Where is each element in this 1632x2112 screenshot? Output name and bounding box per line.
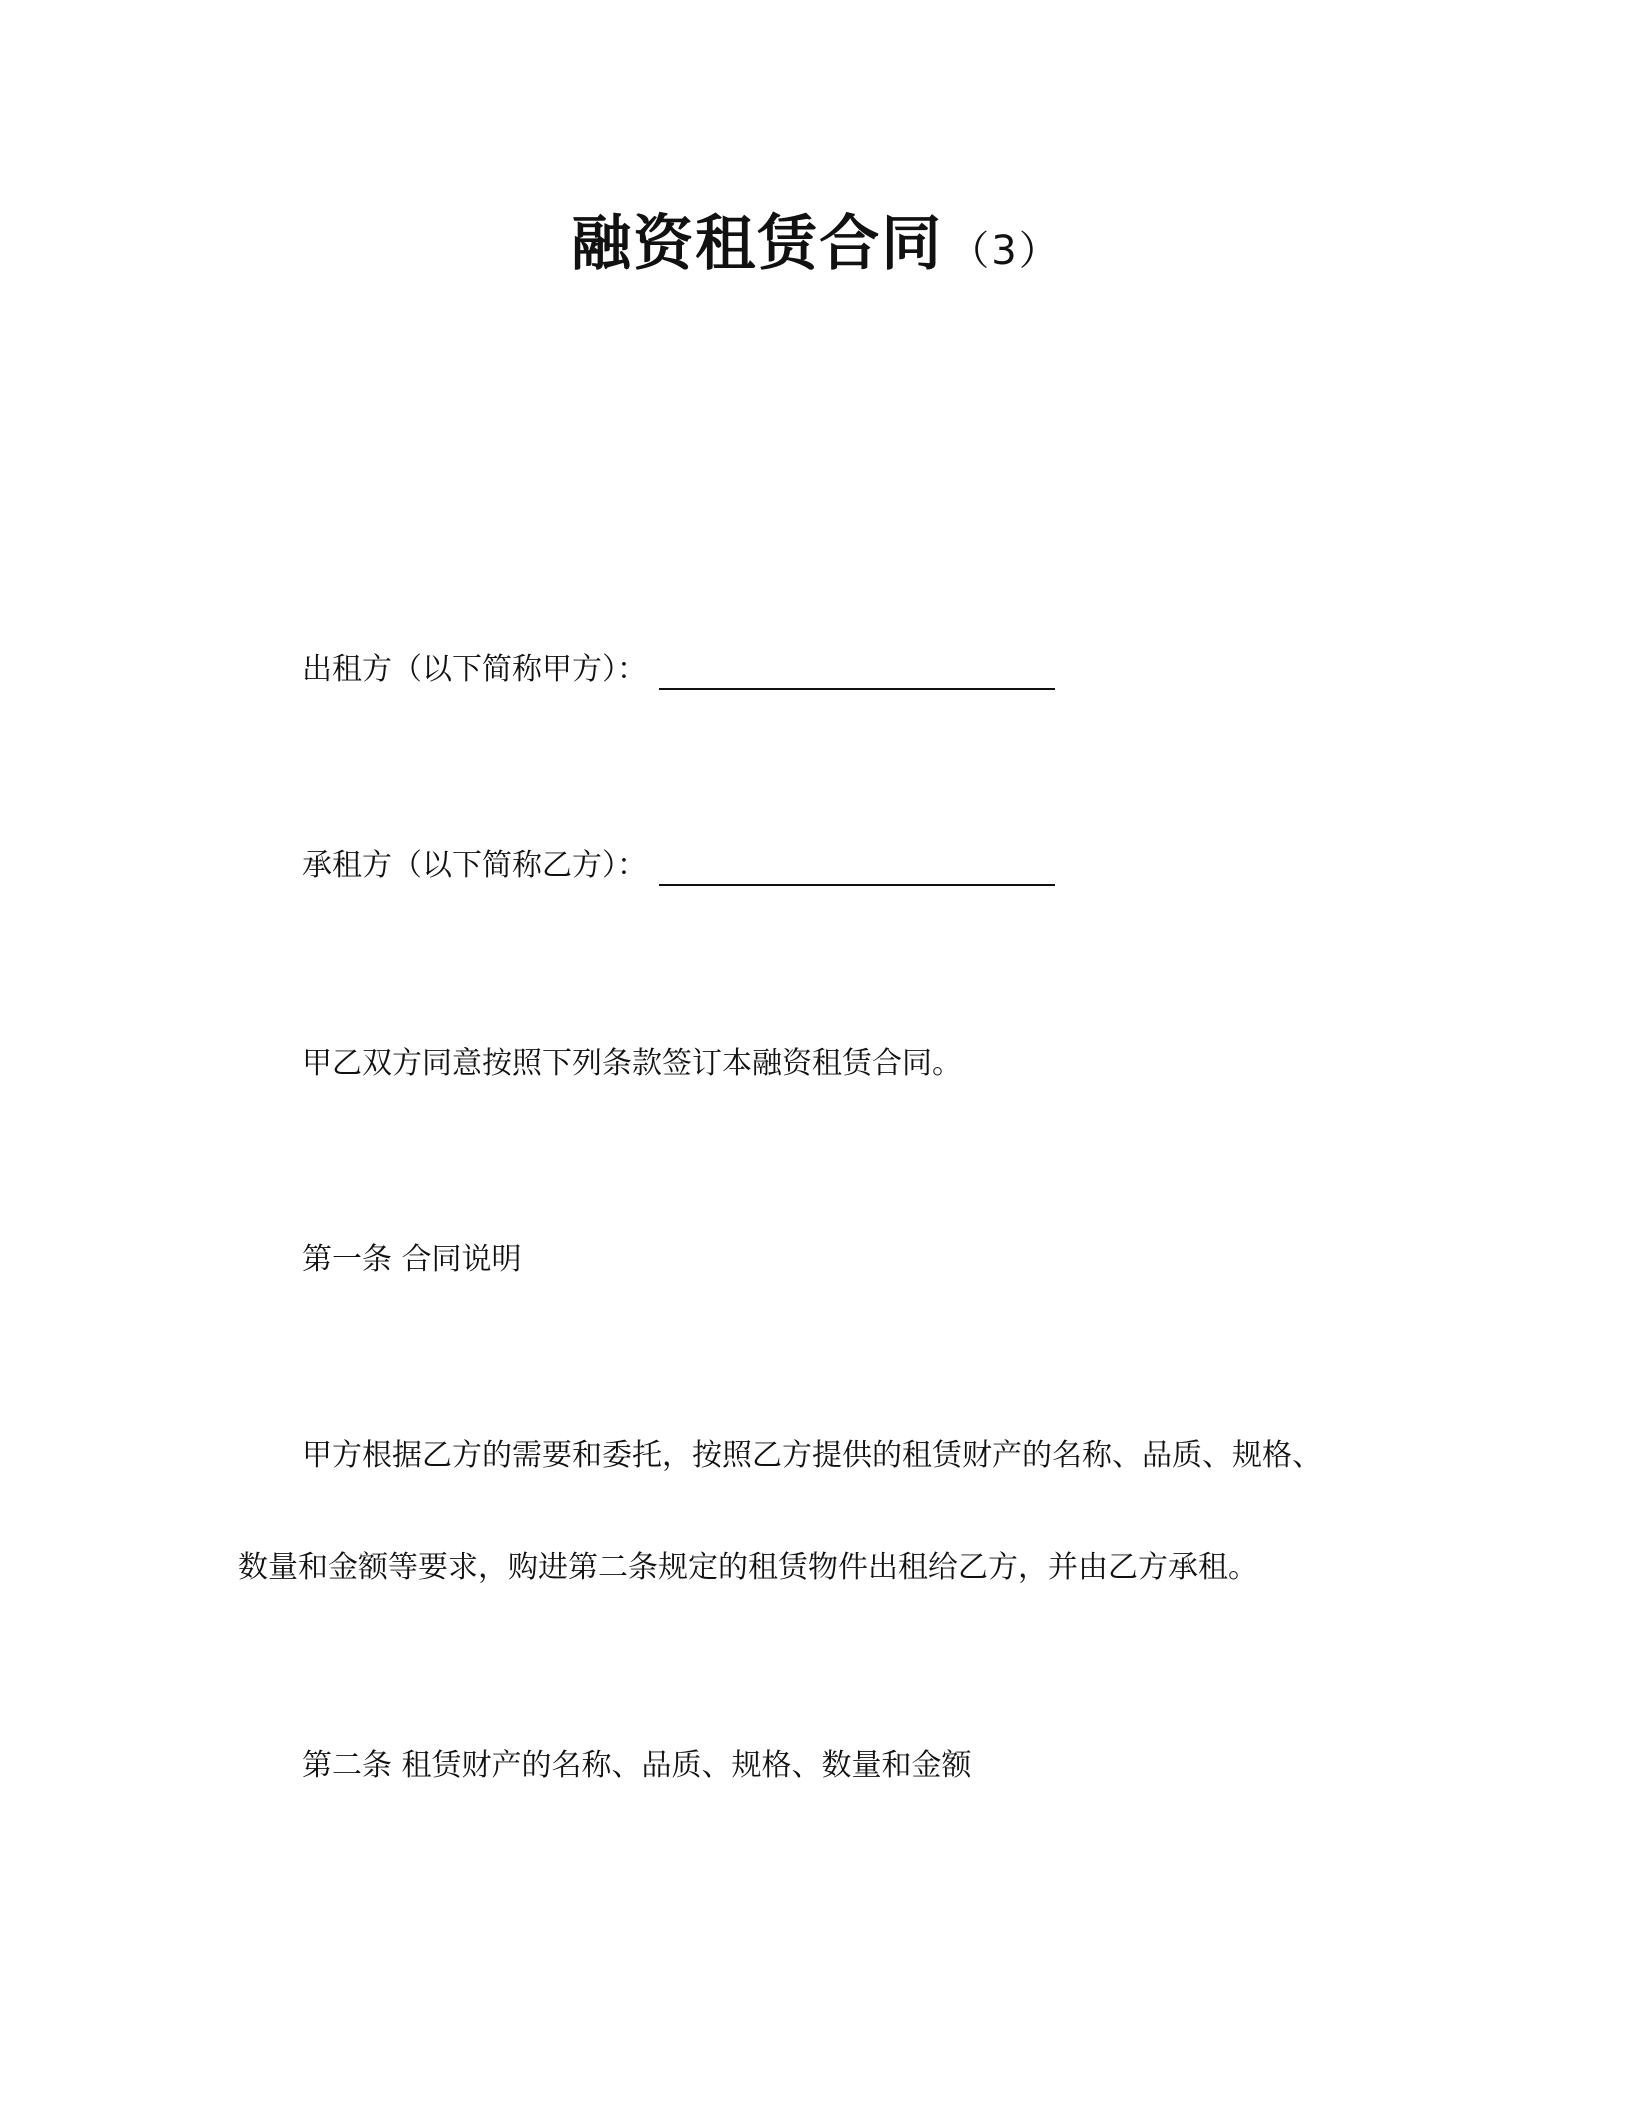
lessee-line	[302, 846, 1055, 886]
lessee-label: 承租方（以下简称乙方）：	[302, 848, 647, 883]
article2-heading: 第二条 租赁财产的名称、品质、规格、数量和金额	[302, 1748, 972, 1783]
lessor-blank	[659, 656, 1055, 690]
article1-paragraph-line1: 甲方根据乙方的需要和委托，按照乙方提供的租赁财产的名称、品质、规格、	[302, 1438, 1322, 1473]
article1-paragraph-line2: 数量和金额等要求，购进第二条规定的租赁物件出租给乙方，并由乙方承租。	[238, 1550, 1258, 1585]
title-suffix: （3）	[949, 228, 1061, 274]
article1-heading: 第一条 合同说明	[302, 1242, 522, 1277]
document-title	[0, 196, 1632, 282]
lessee-blank	[659, 852, 1055, 886]
title-text: 融资租赁合同	[571, 209, 944, 279]
lessor-label: 出租方（以下简称甲方）：	[302, 652, 647, 687]
intro-paragraph: 甲乙双方同意按照下列条款签订本融资租赁合同。	[302, 1046, 962, 1081]
lessor-line	[302, 650, 1055, 690]
